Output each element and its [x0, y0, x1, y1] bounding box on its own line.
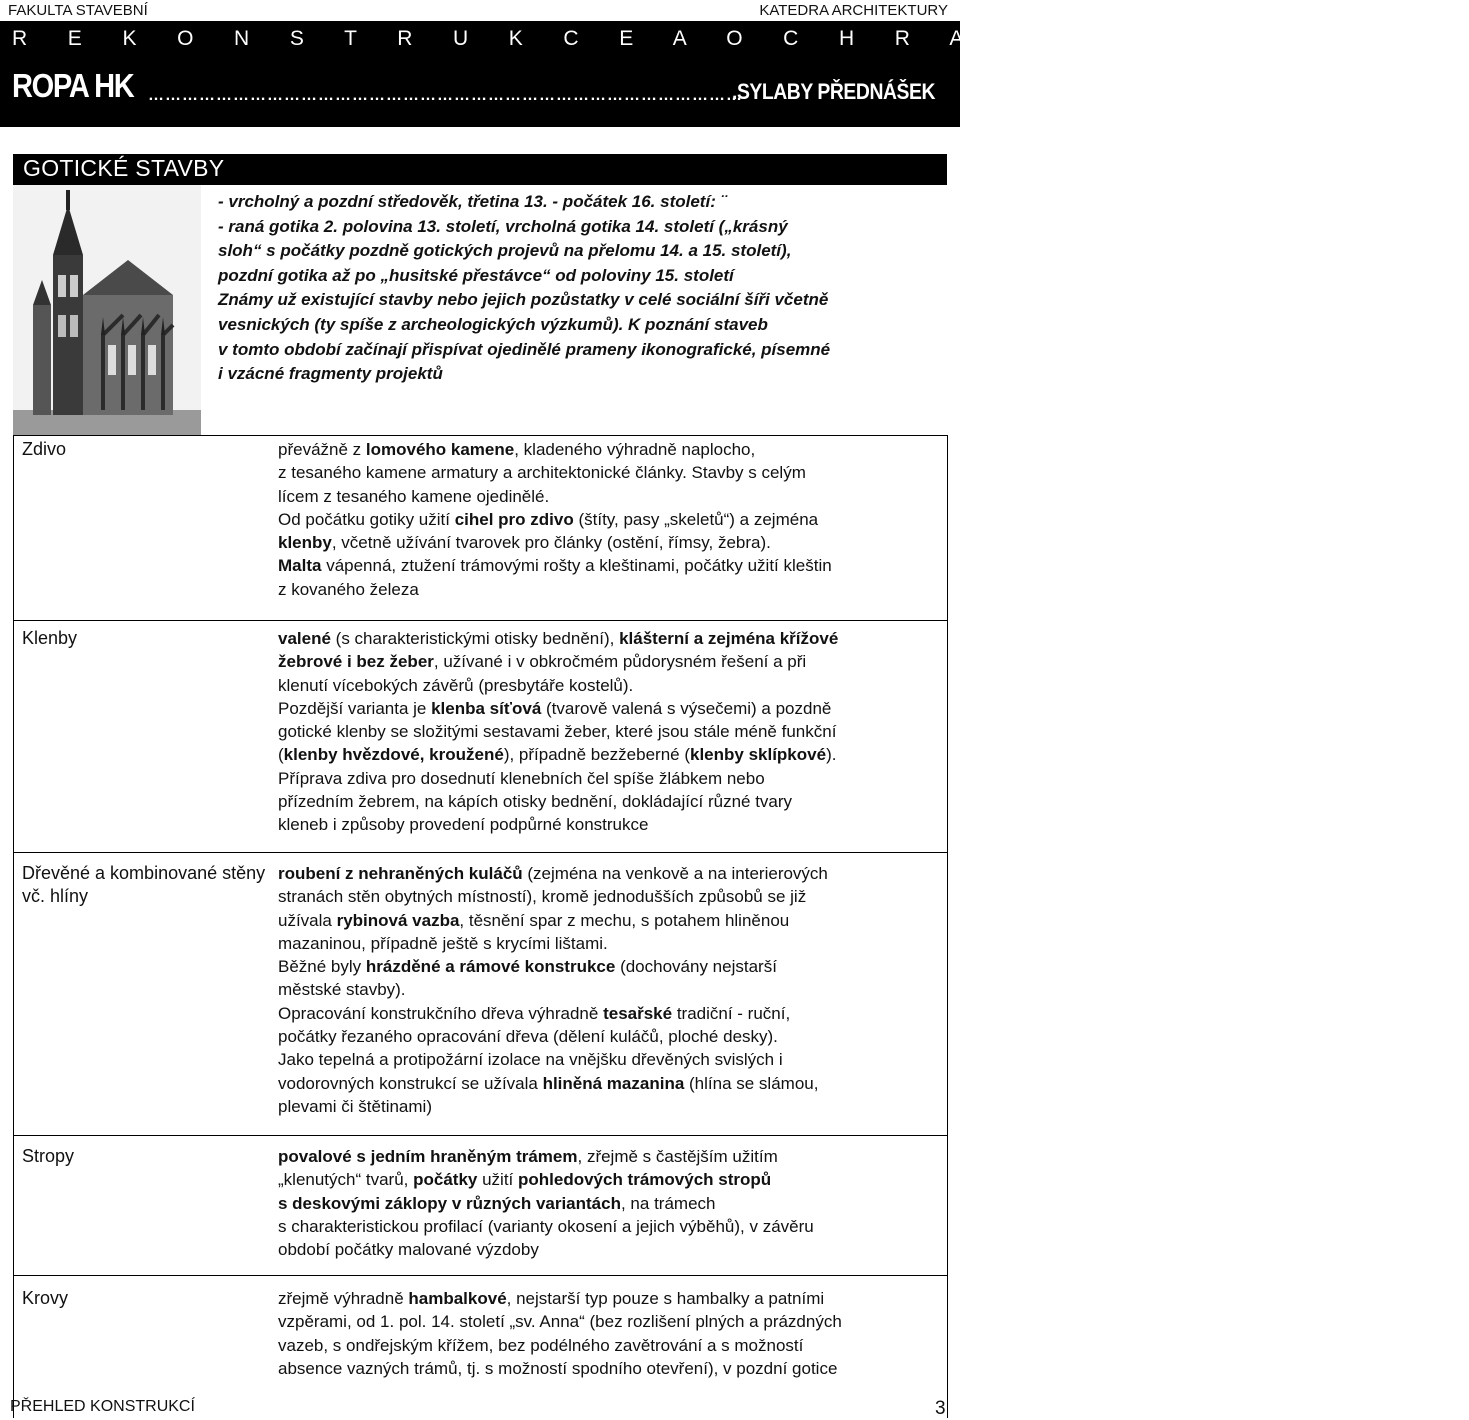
row-divider: [13, 1275, 947, 1276]
content-line: [278, 1095, 950, 1118]
content-line: [278, 955, 950, 978]
cathedral-image: [13, 185, 201, 435]
text-run: , včetně užívání tvarovek pro články (ostění, římsy, žebra).: [331, 533, 771, 553]
content-line: [278, 650, 950, 673]
table-left-border: [13, 435, 14, 1418]
content-line: [278, 461, 950, 484]
text-run: kleneb i způsoby provedení podpůrné konstrukce: [278, 815, 649, 835]
section-intro: [218, 190, 950, 387]
content-line: [278, 1310, 950, 1333]
text-run: stranách stěn obytných místností), kromě jednodušších způsobů se již: [278, 887, 807, 907]
content-line: [278, 1002, 950, 1025]
bold-term: valené: [278, 629, 331, 648]
content-line: [278, 1145, 950, 1168]
content-line: [278, 485, 950, 508]
text-run: převážně z: [278, 440, 366, 459]
intro-line: Známy už existující stavby nebo jejich pozůstatky v celé sociální šíři včetně: [218, 290, 829, 310]
intro-line: - vrcholný a pozdní středověk, třetina 13. - počátek 16. století: ¨: [218, 192, 727, 211]
text-run: , na trámech: [620, 1193, 716, 1213]
section-title-bar: [13, 154, 947, 185]
text-run: užití: [477, 1170, 518, 1190]
bold-term: tesařské: [603, 1003, 673, 1023]
content-line: [278, 909, 950, 932]
text-run: městské stavby).: [278, 980, 406, 1000]
content-line: [278, 743, 950, 766]
text-run: (hlína se slámou,: [684, 1073, 819, 1093]
header-band: [0, 21, 1469, 127]
bold-term: pohledových trámových stropů: [517, 1170, 772, 1190]
text-run: absence vazných trámů, tj. s možností spodního otevření), v pozdní gotice: [278, 1358, 838, 1378]
content-line: [278, 1025, 950, 1048]
row-divider: [13, 1135, 947, 1136]
text-run: přízedním žebrem, na kápích otisky bednění, dokládající různé tvary: [278, 792, 793, 812]
content-line: [278, 531, 950, 554]
bold-term: hliněná mazanina: [542, 1073, 685, 1093]
bold-term: rybinová vazba: [336, 910, 460, 930]
text-run: , těsnění spar z mechu, s potahem hliněnou: [459, 910, 790, 930]
text-run: , užívané i v obkročmém půdorysném řešení a při: [433, 652, 807, 672]
text-run: ).: [826, 745, 837, 765]
content-line: [278, 554, 950, 577]
text-run: , nejstarší typ pouze s hambalky a patními: [506, 1289, 825, 1308]
text-run: klenutí vícebokých závěrů (presbytáře kostelů).: [278, 675, 634, 695]
content-line: [278, 1357, 950, 1380]
text-run: (štíty, pasy „skeletů“) a zejména: [573, 509, 819, 529]
row-content: [278, 438, 950, 601]
text-run: počátky řezaného opracování dřeva (dělení kuláčů, ploché desky).: [278, 1027, 778, 1047]
intro-line: sloh“ s počátky pozdně gotických projevů na přelomu 14. a 15. století),: [218, 241, 792, 261]
bold-term: počátky: [413, 1170, 478, 1190]
content-line: [278, 1168, 950, 1191]
text-run: zřejmě výhradně: [278, 1289, 409, 1308]
content-line: [278, 674, 950, 697]
bold-term: hambalkové: [408, 1289, 507, 1308]
bold-term: žebrové i bez žeber: [278, 652, 434, 672]
bold-term: s deskovými záklopy v různých variantách: [278, 1193, 621, 1213]
row-content: [278, 862, 950, 1118]
content-line: [278, 862, 950, 885]
content-line: [278, 932, 950, 955]
text-run: užívala: [278, 910, 337, 930]
bold-term: klenby sklípkové: [689, 745, 827, 765]
intro-line: pozdní gotika až po „husitské přestávce“ od poloviny 15. století: [218, 265, 734, 285]
text-run: (s charakteristickými otisky bednění),: [330, 629, 620, 648]
text-run: , kladeného výhradně naplocho,: [514, 440, 756, 459]
dotted-leader: ……………………………………………………………………………………………: [148, 87, 743, 104]
content-line: [278, 1334, 950, 1357]
content-line: [278, 697, 950, 720]
faculty-label: FAKULTA STAVEBNÍ: [8, 2, 148, 19]
content-line: [278, 720, 950, 743]
bold-term: Malta: [278, 556, 322, 576]
section-title: GOTICKÉ STAVBY: [23, 155, 225, 181]
row-label-zdivo: Zdivo: [22, 439, 67, 459]
text-run: gotické klenby se složitými sestavami žeber, které jsou stále méně funkční: [278, 722, 837, 742]
bold-term: cihel pro zdivo: [454, 509, 574, 529]
content-line: [278, 578, 950, 601]
row-content: [278, 1287, 950, 1380]
bold-term: klenby hvězdové, kroužené: [283, 745, 504, 765]
text-run: „klenutých“ tvarů,: [278, 1170, 414, 1190]
row-label-krovy: Krovy: [22, 1288, 69, 1308]
row-divider: [13, 852, 947, 853]
page-number: 3: [935, 1398, 946, 1419]
text-run: Běžné byly: [278, 957, 366, 977]
intro-line: - raná gotika 2. polovina 13. století, vrcholná gotika 14. století („krásný: [218, 216, 788, 236]
content-line: [278, 767, 950, 790]
row-content: [278, 1145, 950, 1261]
text-run: , zřejmě s častějším užitím: [577, 1147, 778, 1166]
text-run: vodorovných konstrukcí se užívala: [278, 1073, 543, 1093]
row-divider: [13, 620, 947, 621]
row-label-stropy: Stropy: [22, 1146, 75, 1166]
text-run: Od počátku gotiky užití: [278, 509, 455, 529]
text-run: (: [278, 745, 284, 765]
content-line: [278, 508, 950, 531]
bold-term: klášterní a zejména křížové: [619, 629, 839, 648]
content-line: [278, 1048, 950, 1071]
text-run: (tvarově valená s výsečemi) a pozdně: [541, 698, 832, 718]
bold-term: klenba síťová: [431, 698, 542, 718]
text-run: Jako tepelná a protipožární izolace na vnějšku dřevěných svislých i: [278, 1050, 783, 1070]
text-run: vápenná, ztužení trámovými rošty a kleštinami, počátky užití kleštin: [321, 556, 832, 576]
intro-line: i vzácné fragmenty projektů: [218, 364, 443, 384]
text-run: z tesaného kamene armatury a architektonické články. Stavby s celým: [278, 463, 806, 483]
cathedral-illustration: [13, 185, 201, 435]
bold-term: klenby: [278, 533, 332, 553]
text-run: plevami či štětinami): [278, 1096, 432, 1116]
content-line: [278, 1192, 950, 1215]
page-header-top: [0, 0, 960, 21]
text-run: mazaninou, případně ještě s krycími lištami.: [278, 933, 608, 953]
text-run: lícem z tesaného kamene ojedinělé.: [278, 486, 550, 506]
content-line: [278, 790, 950, 813]
department-label: KATEDRA ARCHITEKTURY: [759, 2, 948, 19]
footer-title: PŘEHLED KONSTRUKCÍ: [10, 1398, 195, 1415]
text-run: (zejména na venkově a na interierových: [522, 864, 828, 883]
content-line: [278, 1287, 950, 1310]
content-line: [278, 1215, 950, 1238]
text-run: z kovaného železa: [278, 579, 419, 599]
text-run: ), případně bezžeberné (: [503, 745, 690, 765]
content-line: [278, 627, 950, 650]
content-line: [278, 813, 950, 836]
text-run: s charakteristickou profilací (varianty okosení a jejich výběhů), v závěru: [278, 1216, 814, 1236]
content-line: [278, 1238, 950, 1261]
table-top-border: [13, 435, 947, 436]
intro-line: vesnických (ty spíše z archeologických výzkumů). K poznání staveb: [218, 314, 768, 334]
content-line: [278, 1072, 950, 1095]
row-content: [278, 627, 950, 837]
syllabus-label: .SYLABY PŘEDNÁŠEK: [732, 79, 936, 104]
text-run: Příprava zdiva pro dosednutí klenebních čel spíše žlábkem nebo: [278, 768, 765, 788]
bold-term: roubení z nehraněných kuláčů: [278, 864, 523, 883]
bold-term: lomového kamene: [365, 440, 515, 459]
row-label-drevene-steny: Dřevěné a kombinované stěny vč. hlíny: [22, 863, 266, 907]
course-title: R E K O N S T R U K C E A O C H R A N A P A M Á T E K: [12, 27, 1469, 50]
text-run: tradiční - ruční,: [672, 1003, 791, 1023]
content-line: [278, 978, 950, 1001]
text-run: vzpěrami, od 1. pol. 14. století „sv. Anna“ (bez rozlišení plných a prázdných: [278, 1312, 842, 1332]
content-line: [278, 885, 950, 908]
text-run: Pozdější varianta je: [278, 698, 432, 718]
text-run: vazeb, s ondřejským křížem, bez podélného zavětrování a s možností: [278, 1335, 804, 1355]
content-line: [278, 438, 950, 461]
course-code: ROPA HK: [12, 67, 134, 104]
intro-line: v tomto období začínají přispívat ojedinělé prameny ikonografické, písemné: [218, 339, 831, 359]
text-run: období počátky malované výzdoby: [278, 1240, 539, 1260]
text-run: (dochovány nejstarší: [615, 957, 777, 977]
bold-term: hrázděné a rámové konstrukce: [365, 957, 616, 977]
row-label-klenby: Klenby: [22, 628, 78, 648]
bold-term: povalové s jedním hraněným trámem: [278, 1147, 578, 1166]
text-run: Opracování konstrukčního dřeva výhradně: [278, 1003, 604, 1023]
